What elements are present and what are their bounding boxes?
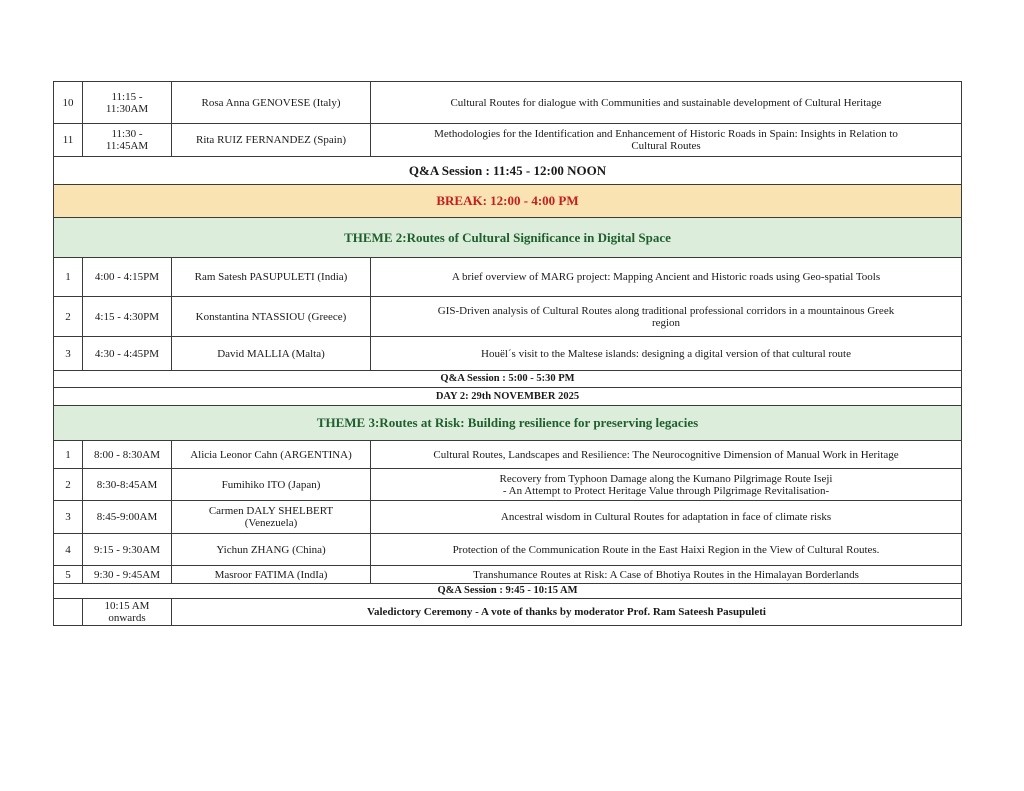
table-row <box>54 124 962 157</box>
row-title: Transhumance Routes at Risk: A Case of Bhotiya Routes in the Himalayan Borderlands <box>371 566 962 584</box>
break-label: BREAK: 12:00 - 4:00 PM <box>54 185 962 218</box>
qa-session-label: Q&A Session : 5:00 - 5:30 PM <box>54 371 962 388</box>
row-speaker: Konstantina NTASSIOU (Greece) <box>172 297 371 337</box>
row-number: 1 <box>54 258 83 297</box>
row-time: 9:15 - 9:30AM <box>83 534 172 566</box>
row-time: 4:30 - 4:45PM <box>83 337 172 371</box>
row-speaker: Ram Satesh PASUPULETI (India) <box>172 258 371 297</box>
table-row <box>54 337 962 371</box>
row-time: 8:30-8:45AM <box>83 469 172 501</box>
qa-session-label: Q&A Session : 9:45 - 10:15 AM <box>54 584 962 599</box>
row-time: 4:15 - 4:30PM <box>83 297 172 337</box>
row-number: 3 <box>54 337 83 371</box>
break-row <box>54 185 962 218</box>
row-number: 3 <box>54 501 83 534</box>
theme-title: THEME 2:Routes of Cultural Significance in Digital Space <box>54 218 962 258</box>
row-time: 4:00 - 4:15PM <box>83 258 172 297</box>
table-row <box>54 297 962 337</box>
day-label: DAY 2: 29th NOVEMBER 2025 <box>54 388 962 406</box>
row-title-text: GIS-Driven analysis of Cultural Routes along traditional professional corridors in a mountainous Greek region <box>437 304 895 329</box>
row-time <box>83 599 172 626</box>
row-time: 8:45-9:00AM <box>83 501 172 534</box>
row-speaker <box>172 501 371 534</box>
row-time-text: 10:15 AM onwards <box>104 600 150 624</box>
row-speaker: David MALLIA (Malta) <box>172 337 371 371</box>
row-number: 11 <box>54 124 83 157</box>
row-title-text: Recovery from Typhoon Damage along the Kumano Pilgrimage Route Iseji - An Attempt to Protect Heritage Value through Pilgrimage Revitalisation- <box>499 472 833 497</box>
row-time-text: 11:30 - 11:45AM <box>105 128 149 152</box>
row-title <box>371 124 962 157</box>
table-row <box>54 566 962 584</box>
qa-session-row <box>54 584 962 599</box>
row-time: 8:00 - 8:30AM <box>83 441 172 469</box>
row-speaker: Rosa Anna GENOVESE (Italy) <box>172 82 371 124</box>
qa-session-row <box>54 157 962 185</box>
row-title: Cultural Routes, Landscapes and Resilience: The Neurocognitive Dimension of Manual Work in Heritage <box>371 441 962 469</box>
row-speaker-text: Carmen DALY SHELBERT (Venezuela) <box>208 505 334 529</box>
row-title: A brief overview of MARG project: Mapping Ancient and Historic roads using Geo-spatial Tools <box>371 258 962 297</box>
row-title: Protection of the Communication Route in the East Haixi Region in the View of Cultural Routes. <box>371 534 962 566</box>
row-title <box>371 297 962 337</box>
row-title: Cultural Routes for dialogue with Communities and sustainable development of Cultural Heritage <box>371 82 962 124</box>
row-title <box>371 469 962 501</box>
table-row <box>54 82 962 124</box>
qa-session-label: Q&A Session : 11:45 - 12:00 NOON <box>54 157 962 185</box>
row-number: 10 <box>54 82 83 124</box>
valedictory-text: Valedictory Ceremony - A vote of thanks by moderator Prof. Ram Sateesh Pasupuleti <box>172 599 962 626</box>
table-row <box>54 258 962 297</box>
row-time <box>83 124 172 157</box>
table-row <box>54 441 962 469</box>
row-number: 5 <box>54 566 83 584</box>
theme-title: THEME 3:Routes at Risk: Building resilience for preserving legacies <box>54 406 962 441</box>
row-time: 9:30 - 9:45AM <box>83 566 172 584</box>
row-speaker: Masroor FATIMA (IndIa) <box>172 566 371 584</box>
row-title: Ancestral wisdom in Cultural Routes for adaptation in face of climate risks <box>371 501 962 534</box>
row-number: 2 <box>54 297 83 337</box>
table-row <box>54 501 962 534</box>
table-row <box>54 534 962 566</box>
theme-header-row <box>54 406 962 441</box>
row-number: 2 <box>54 469 83 501</box>
table-row <box>54 469 962 501</box>
qa-session-row <box>54 371 962 388</box>
schedule-table <box>53 81 962 626</box>
row-title: Houël´s visit to the Maltese islands: designing a digital version of that cultural route <box>371 337 962 371</box>
row-speaker: Fumihiko ITO (Japan) <box>172 469 371 501</box>
row-time-text: 11:15 - 11:30AM <box>105 90 149 115</box>
row-speaker: Alicia Leonor Cahn (ARGENTINA) <box>172 441 371 469</box>
row-number: 1 <box>54 441 83 469</box>
row-speaker: Rita RUIZ FERNANDEZ (Spain) <box>172 124 371 157</box>
day-header-row <box>54 388 962 406</box>
row-title-text: Methodologies for the Identification and Enhancement of Historic Roads in Spain: Insights in Relation to Cultural Routes <box>434 128 898 152</box>
row-number <box>54 599 83 626</box>
valedictory-row <box>54 599 962 626</box>
theme-header-row <box>54 218 962 258</box>
row-number: 4 <box>54 534 83 566</box>
row-time <box>83 82 172 124</box>
row-speaker: Yichun ZHANG (China) <box>172 534 371 566</box>
